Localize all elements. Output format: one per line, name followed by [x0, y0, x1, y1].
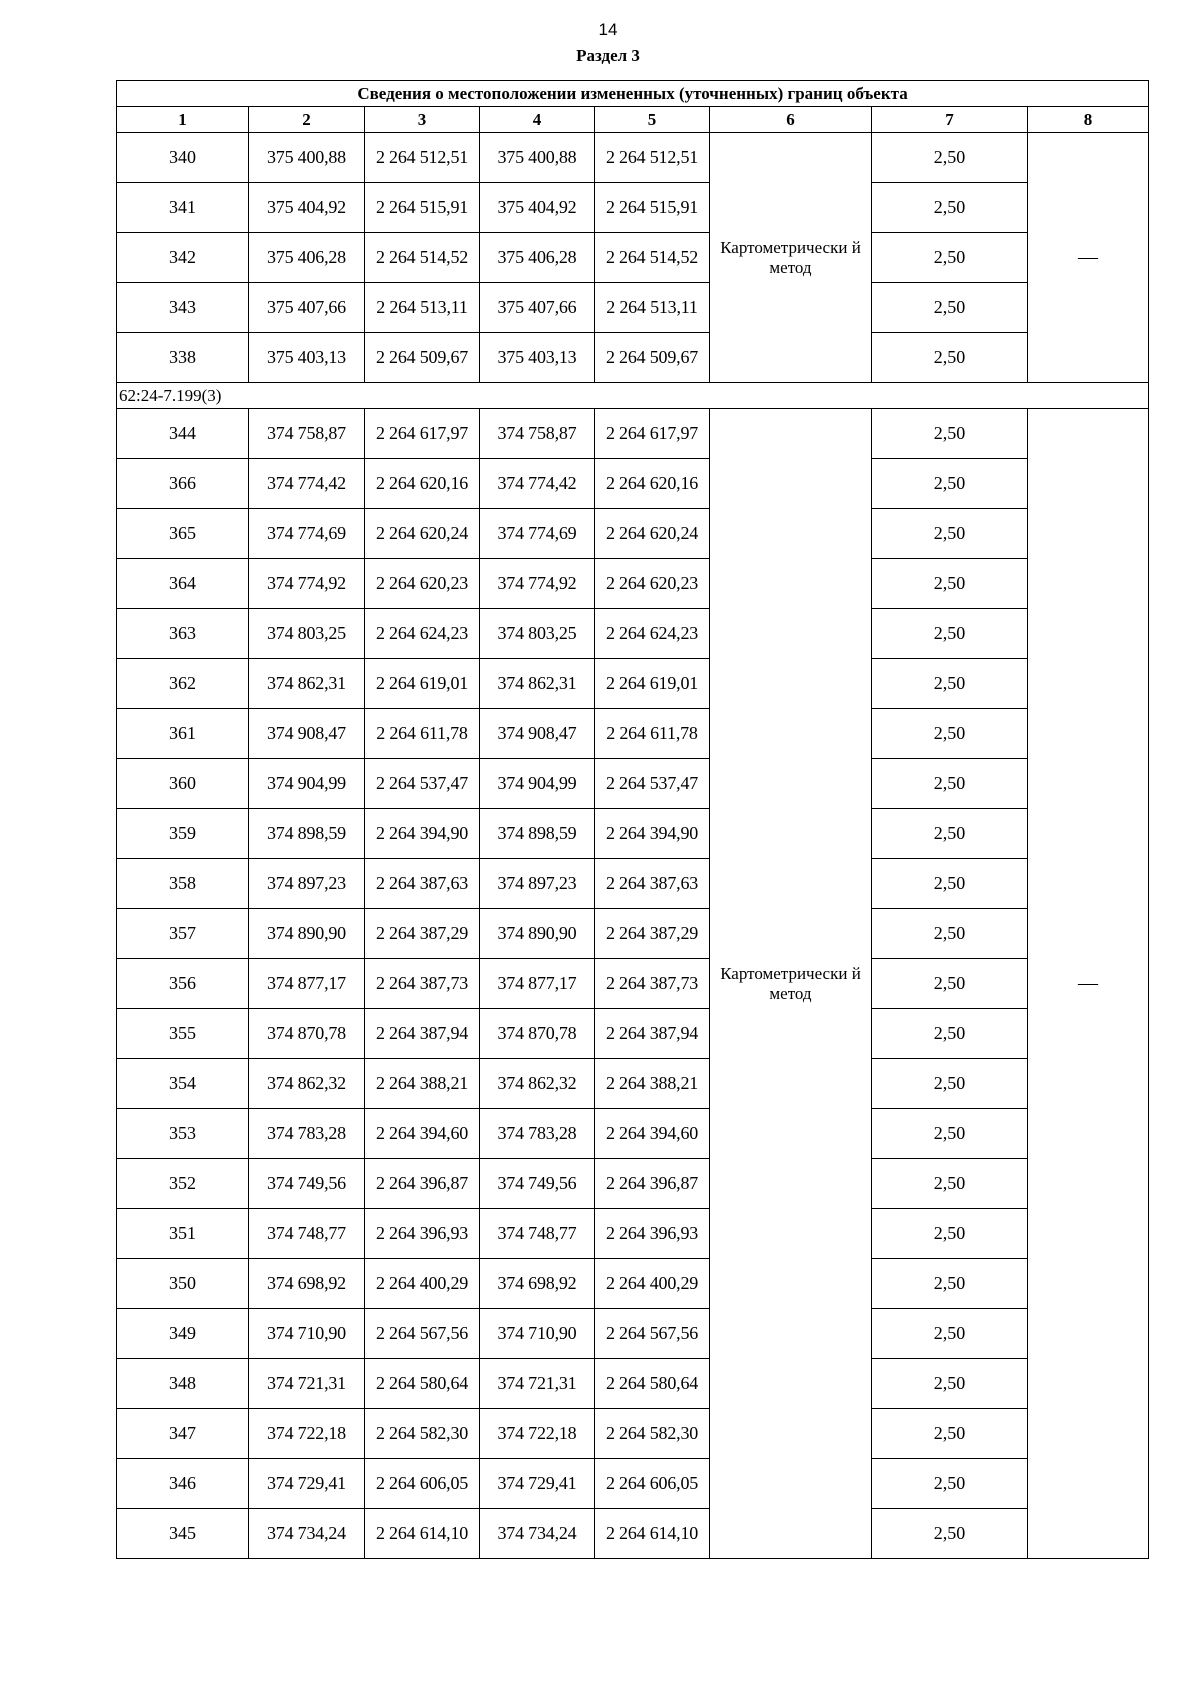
table-row	[117, 1409, 1149, 1459]
existing-y: 2 264 619,01	[365, 659, 480, 709]
new-x: 374 877,17	[480, 959, 595, 1009]
new-y: 2 264 513,11	[595, 283, 710, 333]
existing-x: 374 862,32	[249, 1059, 365, 1109]
table-row	[117, 1009, 1149, 1059]
table-row	[117, 133, 1149, 183]
existing-x: 374 870,78	[249, 1009, 365, 1059]
new-y: 2 264 388,21	[595, 1059, 710, 1109]
point-number: 365	[117, 509, 249, 559]
new-x: 374 897,23	[480, 859, 595, 909]
method-cell: Картометрически й метод	[710, 409, 872, 1559]
existing-y: 2 264 387,29	[365, 909, 480, 959]
precision-value: 2,50	[872, 559, 1028, 609]
point-number: 366	[117, 459, 249, 509]
existing-x: 375 400,88	[249, 133, 365, 183]
note-cell: —	[1028, 409, 1149, 1559]
point-number: 352	[117, 1159, 249, 1209]
table-body	[117, 81, 1149, 1559]
existing-y: 2 264 513,11	[365, 283, 480, 333]
existing-x: 374 734,24	[249, 1509, 365, 1559]
point-number: 349	[117, 1309, 249, 1359]
table-row	[117, 1209, 1149, 1259]
existing-x: 374 729,41	[249, 1459, 365, 1509]
existing-y: 2 264 620,23	[365, 559, 480, 609]
new-y: 2 264 620,16	[595, 459, 710, 509]
existing-x: 374 721,31	[249, 1359, 365, 1409]
column-number: 4	[480, 107, 595, 133]
existing-y: 2 264 614,10	[365, 1509, 480, 1559]
new-x: 375 400,88	[480, 133, 595, 183]
new-y: 2 264 614,10	[595, 1509, 710, 1559]
new-y: 2 264 387,63	[595, 859, 710, 909]
existing-y: 2 264 515,91	[365, 183, 480, 233]
precision-value: 2,50	[872, 1309, 1028, 1359]
column-number: 7	[872, 107, 1028, 133]
new-x: 375 404,92	[480, 183, 595, 233]
new-x: 374 898,59	[480, 809, 595, 859]
table-row	[117, 409, 1149, 459]
page-number: 14	[598, 20, 618, 39]
existing-x: 374 698,92	[249, 1259, 365, 1309]
new-x: 374 698,92	[480, 1259, 595, 1309]
existing-y: 2 264 617,97	[365, 409, 480, 459]
new-x: 374 749,56	[480, 1159, 595, 1209]
precision-value: 2,50	[872, 1009, 1028, 1059]
point-number: 343	[117, 283, 249, 333]
existing-y: 2 264 387,63	[365, 859, 480, 909]
new-x: 374 774,42	[480, 459, 595, 509]
new-x: 374 722,18	[480, 1409, 595, 1459]
point-number: 350	[117, 1259, 249, 1309]
new-x: 374 904,99	[480, 759, 595, 809]
existing-x: 374 758,87	[249, 409, 365, 459]
existing-y: 2 264 620,16	[365, 459, 480, 509]
precision-value: 2,50	[872, 1459, 1028, 1509]
table-row	[117, 709, 1149, 759]
precision-value: 2,50	[872, 1359, 1028, 1409]
new-y: 2 264 619,01	[595, 659, 710, 709]
point-number: 354	[117, 1059, 249, 1109]
precision-value: 2,50	[872, 759, 1028, 809]
existing-y: 2 264 514,52	[365, 233, 480, 283]
point-number: 341	[117, 183, 249, 233]
new-x: 374 862,31	[480, 659, 595, 709]
new-y: 2 264 620,23	[595, 559, 710, 609]
new-y: 2 264 582,30	[595, 1409, 710, 1459]
new-y: 2 264 394,90	[595, 809, 710, 859]
table-row	[117, 1059, 1149, 1109]
new-x: 374 721,31	[480, 1359, 595, 1409]
table-row	[117, 759, 1149, 809]
existing-x: 374 908,47	[249, 709, 365, 759]
new-x: 374 783,28	[480, 1109, 595, 1159]
new-x: 375 407,66	[480, 283, 595, 333]
existing-x: 374 877,17	[249, 959, 365, 1009]
new-y: 2 264 567,56	[595, 1309, 710, 1359]
point-number: 362	[117, 659, 249, 709]
new-x: 374 862,32	[480, 1059, 595, 1109]
existing-y: 2 264 512,51	[365, 133, 480, 183]
new-y: 2 264 514,52	[595, 233, 710, 283]
existing-x: 374 749,56	[249, 1159, 365, 1209]
method-cell: Картометрически й метод	[710, 133, 872, 383]
existing-y: 2 264 606,05	[365, 1459, 480, 1509]
existing-y: 2 264 611,78	[365, 709, 480, 759]
new-x: 374 870,78	[480, 1009, 595, 1059]
existing-y: 2 264 580,64	[365, 1359, 480, 1409]
new-y: 2 264 387,29	[595, 909, 710, 959]
precision-value: 2,50	[872, 1109, 1028, 1159]
table-row	[117, 233, 1149, 283]
column-number: 1	[117, 107, 249, 133]
existing-x: 375 404,92	[249, 183, 365, 233]
existing-y: 2 264 537,47	[365, 759, 480, 809]
point-number: 342	[117, 233, 249, 283]
new-y: 2 264 396,93	[595, 1209, 710, 1259]
existing-x: 375 403,13	[249, 333, 365, 383]
existing-x: 374 774,42	[249, 459, 365, 509]
point-number: 357	[117, 909, 249, 959]
table-row	[117, 283, 1149, 333]
point-number: 344	[117, 409, 249, 459]
point-number: 360	[117, 759, 249, 809]
existing-y: 2 264 387,73	[365, 959, 480, 1009]
table-row	[117, 909, 1149, 959]
new-x: 375 403,13	[480, 333, 595, 383]
existing-x: 374 722,18	[249, 1409, 365, 1459]
existing-x: 374 890,90	[249, 909, 365, 959]
table-row	[117, 333, 1149, 383]
table-row	[117, 859, 1149, 909]
precision-value: 2,50	[872, 183, 1028, 233]
precision-value: 2,50	[872, 659, 1028, 709]
existing-y: 2 264 582,30	[365, 1409, 480, 1459]
new-x: 374 748,77	[480, 1209, 595, 1259]
existing-x: 375 407,66	[249, 283, 365, 333]
existing-x: 374 803,25	[249, 609, 365, 659]
column-number: 3	[365, 107, 480, 133]
new-y: 2 264 509,67	[595, 333, 710, 383]
precision-value: 2,50	[872, 283, 1028, 333]
new-y: 2 264 606,05	[595, 1459, 710, 1509]
precision-value: 2,50	[872, 1209, 1028, 1259]
precision-value: 2,50	[872, 909, 1028, 959]
table-row	[117, 1309, 1149, 1359]
table-row	[117, 509, 1149, 559]
new-y: 2 264 580,64	[595, 1359, 710, 1409]
table-row	[117, 459, 1149, 509]
column-number: 5	[595, 107, 710, 133]
new-y: 2 264 624,23	[595, 609, 710, 659]
new-y: 2 264 537,47	[595, 759, 710, 809]
precision-value: 2,50	[872, 959, 1028, 1009]
new-y: 2 264 515,91	[595, 183, 710, 233]
new-x: 374 803,25	[480, 609, 595, 659]
precision-value: 2,50	[872, 1159, 1028, 1209]
table-row	[117, 559, 1149, 609]
new-y: 2 264 387,94	[595, 1009, 710, 1059]
point-number: 361	[117, 709, 249, 759]
table-row	[117, 809, 1149, 859]
column-number-row	[117, 107, 1149, 133]
existing-y: 2 264 396,93	[365, 1209, 480, 1259]
table-row	[117, 1359, 1149, 1409]
table-row	[117, 1109, 1149, 1159]
point-number: 353	[117, 1109, 249, 1159]
parcel-label: 62:24-7.199(3)	[117, 383, 1149, 409]
precision-value: 2,50	[872, 1059, 1028, 1109]
new-y: 2 264 617,97	[595, 409, 710, 459]
table-row	[117, 1509, 1149, 1559]
existing-y: 2 264 396,87	[365, 1159, 480, 1209]
table-row	[117, 1159, 1149, 1209]
precision-value: 2,50	[872, 1509, 1028, 1559]
point-number: 364	[117, 559, 249, 609]
table-title-row	[117, 81, 1149, 107]
precision-value: 2,50	[872, 609, 1028, 659]
new-x: 374 890,90	[480, 909, 595, 959]
precision-value: 2,50	[872, 459, 1028, 509]
precision-value: 2,50	[872, 859, 1028, 909]
existing-x: 374 783,28	[249, 1109, 365, 1159]
point-number: 356	[117, 959, 249, 1009]
new-x: 374 734,24	[480, 1509, 595, 1559]
new-x: 375 406,28	[480, 233, 595, 283]
existing-y: 2 264 400,29	[365, 1259, 480, 1309]
point-number: 340	[117, 133, 249, 183]
table-row	[117, 659, 1149, 709]
existing-y: 2 264 394,90	[365, 809, 480, 859]
boundary-coordinates-table	[116, 80, 1149, 1559]
existing-y: 2 264 624,23	[365, 609, 480, 659]
column-number: 8	[1028, 107, 1149, 133]
new-y: 2 264 396,87	[595, 1159, 710, 1209]
table-row	[117, 1459, 1149, 1509]
precision-value: 2,50	[872, 233, 1028, 283]
existing-y: 2 264 567,56	[365, 1309, 480, 1359]
point-number: 355	[117, 1009, 249, 1059]
point-number: 348	[117, 1359, 249, 1409]
existing-y: 2 264 387,94	[365, 1009, 480, 1059]
section-title: Раздел 3	[576, 46, 640, 65]
point-number: 345	[117, 1509, 249, 1559]
new-x: 374 758,87	[480, 409, 595, 459]
existing-x: 374 748,77	[249, 1209, 365, 1259]
note-cell: —	[1028, 133, 1149, 383]
precision-value: 2,50	[872, 409, 1028, 459]
new-y: 2 264 512,51	[595, 133, 710, 183]
new-y: 2 264 400,29	[595, 1259, 710, 1309]
new-x: 374 774,69	[480, 509, 595, 559]
precision-value: 2,50	[872, 133, 1028, 183]
table-row	[117, 959, 1149, 1009]
existing-y: 2 264 509,67	[365, 333, 480, 383]
new-y: 2 264 611,78	[595, 709, 710, 759]
new-y: 2 264 394,60	[595, 1109, 710, 1159]
column-number: 2	[249, 107, 365, 133]
precision-value: 2,50	[872, 709, 1028, 759]
existing-x: 374 710,90	[249, 1309, 365, 1359]
point-number: 351	[117, 1209, 249, 1259]
table-row	[117, 183, 1149, 233]
table-row	[117, 1259, 1149, 1309]
point-number: 347	[117, 1409, 249, 1459]
point-number: 346	[117, 1459, 249, 1509]
new-y: 2 264 387,73	[595, 959, 710, 1009]
new-x: 374 774,92	[480, 559, 595, 609]
column-number: 6	[710, 107, 872, 133]
existing-y: 2 264 620,24	[365, 509, 480, 559]
table-row	[117, 609, 1149, 659]
precision-value: 2,50	[872, 509, 1028, 559]
point-number: 359	[117, 809, 249, 859]
precision-value: 2,50	[872, 809, 1028, 859]
existing-y: 2 264 394,60	[365, 1109, 480, 1159]
existing-y: 2 264 388,21	[365, 1059, 480, 1109]
parcel-label-row	[117, 383, 1149, 409]
existing-x: 374 898,59	[249, 809, 365, 859]
new-x: 374 729,41	[480, 1459, 595, 1509]
existing-x: 374 774,69	[249, 509, 365, 559]
new-x: 374 710,90	[480, 1309, 595, 1359]
existing-x: 374 897,23	[249, 859, 365, 909]
precision-value: 2,50	[872, 1259, 1028, 1309]
existing-x: 374 774,92	[249, 559, 365, 609]
existing-x: 374 904,99	[249, 759, 365, 809]
new-y: 2 264 620,24	[595, 509, 710, 559]
point-number: 358	[117, 859, 249, 909]
point-number: 363	[117, 609, 249, 659]
existing-x: 375 406,28	[249, 233, 365, 283]
existing-x: 374 862,31	[249, 659, 365, 709]
new-x: 374 908,47	[480, 709, 595, 759]
point-number: 338	[117, 333, 249, 383]
precision-value: 2,50	[872, 1409, 1028, 1459]
precision-value: 2,50	[872, 333, 1028, 383]
table-title: Сведения о местоположении измененных (уточненных) границ объекта	[117, 81, 1149, 107]
